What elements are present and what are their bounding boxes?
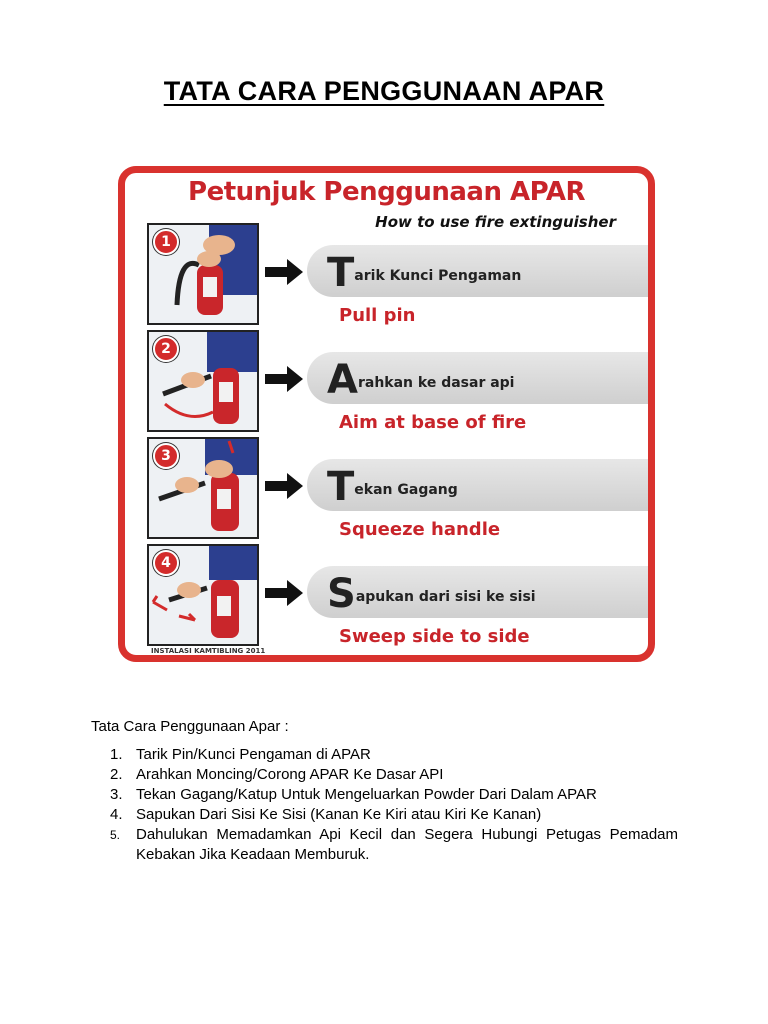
instruction-poster <box>118 166 655 662</box>
step-4-number: 4 <box>153 550 179 576</box>
step-3-illustration <box>147 437 259 539</box>
list-item <box>110 765 678 785</box>
step-4-english: Sweep side to side <box>339 626 530 647</box>
step-2-rest: rahkan ke dasar api <box>357 375 515 391</box>
list-item <box>110 745 678 765</box>
step-2-english: Aim at base of fire <box>339 412 527 433</box>
list-item-number: 5. <box>110 828 121 842</box>
poster-credit: INSTALASI KAMTIBLING 2011 <box>151 647 266 655</box>
list-item <box>110 805 678 825</box>
poster-subtitle: How to use fire extinguisher <box>375 213 616 231</box>
arrow-right-icon <box>265 259 303 285</box>
list-intro: Tata Cara Penggunaan Apar : <box>91 718 289 735</box>
list-item-number: 2. <box>110 766 123 783</box>
instruction-list <box>110 745 678 865</box>
poster-step-4 <box>125 544 648 650</box>
list-item <box>110 825 678 865</box>
list-item-number: 3. <box>110 786 123 803</box>
poster-step-2 <box>125 330 648 436</box>
page-title: TATA CARA PENGGUNAAN APAR <box>163 76 605 106</box>
poster-step-1 <box>125 223 648 329</box>
step-2-indonesian <box>327 357 515 403</box>
step-3-letter: T <box>327 464 355 510</box>
list-item-number: 1. <box>110 746 123 763</box>
step-2-letter: A <box>327 357 358 403</box>
step-1-english: Pull pin <box>339 305 416 326</box>
arrow-right-icon <box>265 366 303 392</box>
step-1-illustration <box>147 223 259 325</box>
step-3-english: Squeeze handle <box>339 519 501 540</box>
list-item-text: Tarik Pin/Kunci Pengaman di APAR <box>136 746 371 763</box>
step-1-indonesian <box>327 250 522 296</box>
arrow-right-icon <box>265 580 303 606</box>
list-item-text: Sapukan Dari Sisi Ke Sisi (Kanan Ke Kiri atau Kiri Ke Kanan) <box>136 806 542 823</box>
step-4-illustration <box>147 544 259 646</box>
step-3-number: 3 <box>153 443 179 469</box>
list-item <box>110 785 678 805</box>
step-1-rest: arik Kunci Pengaman <box>354 268 522 284</box>
poster-step-3 <box>125 437 648 543</box>
list-item-text: Arahkan Moncing/Corong APAR Ke Dasar API <box>136 766 444 783</box>
step-4-rest: apukan dari sisi ke sisi <box>355 589 536 605</box>
list-item-text: Tekan Gagang/Katup Untuk Mengeluarkan Powder Dari Dalam APAR <box>136 786 597 803</box>
step-2-number: 2 <box>153 336 179 362</box>
step-2-illustration <box>147 330 259 432</box>
arrow-right-icon <box>265 473 303 499</box>
step-1-letter: T <box>327 250 355 296</box>
step-4-letter: S <box>327 571 356 617</box>
list-item-text: Dahulukan Memadamkan Api Kecil dan Segera Hubungi Petugas Pemadam Kebakan Jika Keadaan Memburuk. <box>136 826 678 863</box>
step-1-number: 1 <box>153 229 179 255</box>
list-item-number: 4. <box>110 806 123 823</box>
step-3-rest: ekan Gagang <box>354 482 458 498</box>
poster-title: Petunjuk Penggunaan APAR <box>188 177 585 207</box>
step-4-indonesian <box>327 571 536 617</box>
step-3-indonesian <box>327 464 458 510</box>
